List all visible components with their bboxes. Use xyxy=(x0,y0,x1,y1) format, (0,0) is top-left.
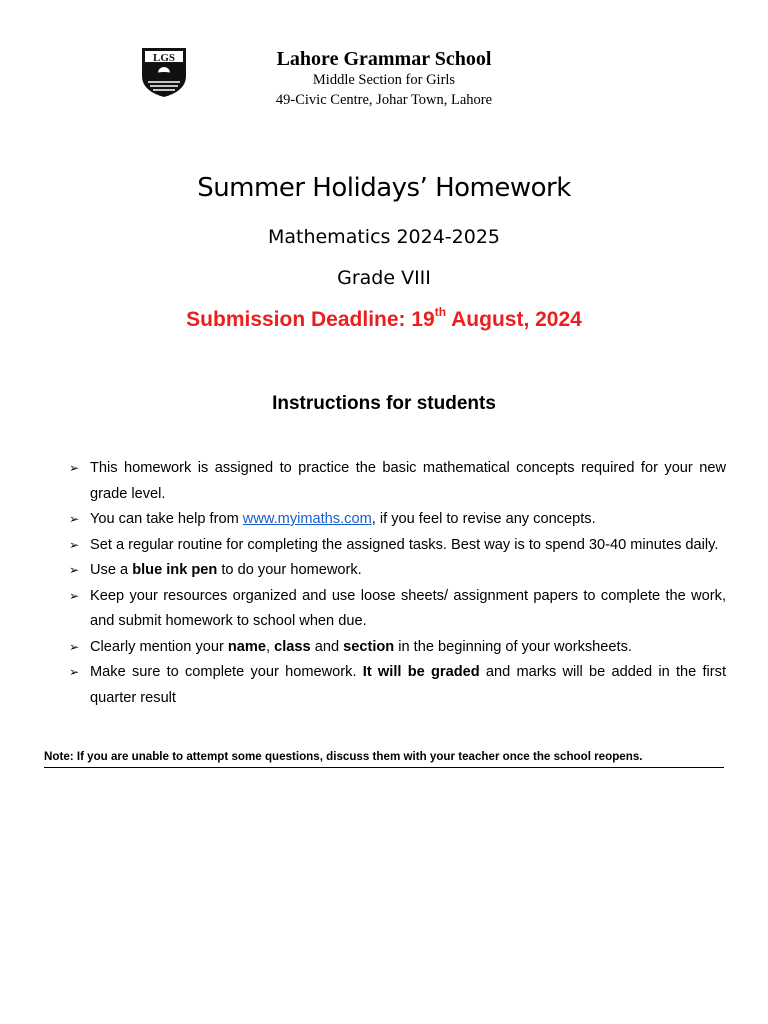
emphasis-text: class xyxy=(274,638,311,655)
list-item xyxy=(66,584,726,635)
arrow-bullet-icon: ➢ xyxy=(69,512,80,526)
school-address: 49-Civic Centre, Johar Town, Lahore xyxy=(275,92,493,108)
subject-year: Mathematics 2024-2025 xyxy=(267,226,501,248)
deadline-suffix: August, 2024 xyxy=(446,308,582,331)
instruction-text: Clearly mention your xyxy=(90,638,228,655)
list-item xyxy=(66,533,726,559)
instruction-text: , if you feel to revise any concepts. xyxy=(371,511,596,527)
arrow-bullet-icon: ➢ xyxy=(69,588,80,603)
myimaths-link[interactable]: www.myimaths.com xyxy=(242,511,372,527)
school-section: Middle Section for Girls xyxy=(312,72,456,88)
arrow-bullet-icon: ➢ xyxy=(69,563,80,577)
deadline-prefix: Submission Deadline: 19 xyxy=(186,308,435,331)
page-title: Summer Holidays’ Homework xyxy=(197,173,571,203)
emphasis-text: section xyxy=(343,638,395,655)
arrow-bullet-icon: ➢ xyxy=(69,461,80,475)
submission-deadline xyxy=(0,307,768,332)
list-item xyxy=(66,558,726,584)
footnote: Note: If you are unable to attempt some questions, discuss them with your teacher once the school reopens. xyxy=(44,750,724,768)
arrow-bullet-icon: ➢ xyxy=(69,665,80,679)
logo-text: LGS xyxy=(152,52,176,64)
instruction-text: , xyxy=(266,638,275,655)
instruction-text: and marks will be added in the first quarter result xyxy=(90,664,727,706)
school-name: Lahore Grammar School xyxy=(276,48,492,70)
list-item xyxy=(66,635,726,661)
instruction-text: This homework is assigned to practice the basic mathematical concepts required for your new grade level. xyxy=(90,460,726,502)
deadline-ordinal: th xyxy=(434,305,447,319)
emphasis-text: blue ink pen xyxy=(132,562,218,578)
instructions-heading: Instructions for students xyxy=(272,393,496,414)
instruction-text: Make sure to complete your homework. xyxy=(90,664,363,680)
instruction-text: in the beginning of your worksheets. xyxy=(394,638,632,655)
emphasis-text: It will be graded xyxy=(362,664,480,680)
instruction-text: Use a xyxy=(90,562,133,578)
instructions-list xyxy=(66,456,726,711)
list-item xyxy=(66,507,726,533)
grade-level: Grade VIII xyxy=(337,267,431,289)
instruction-text: Set a regular routine for completing the assigned tasks. Best way is to spend 30-40 minutes daily. xyxy=(90,536,719,553)
arrow-bullet-icon: ➢ xyxy=(69,537,80,552)
instruction-text: and xyxy=(310,638,344,655)
list-item xyxy=(66,660,726,711)
emphasis-text: name xyxy=(227,638,267,655)
instruction-text: You can take help from xyxy=(90,511,243,527)
arrow-bullet-icon: ➢ xyxy=(69,639,80,654)
instruction-text: Keep your resources organized and use loose sheets/ assignment papers to complete the work, and submit homework to school when due. xyxy=(90,587,726,629)
list-item xyxy=(66,456,726,507)
instruction-text: to do your homework. xyxy=(217,562,362,578)
